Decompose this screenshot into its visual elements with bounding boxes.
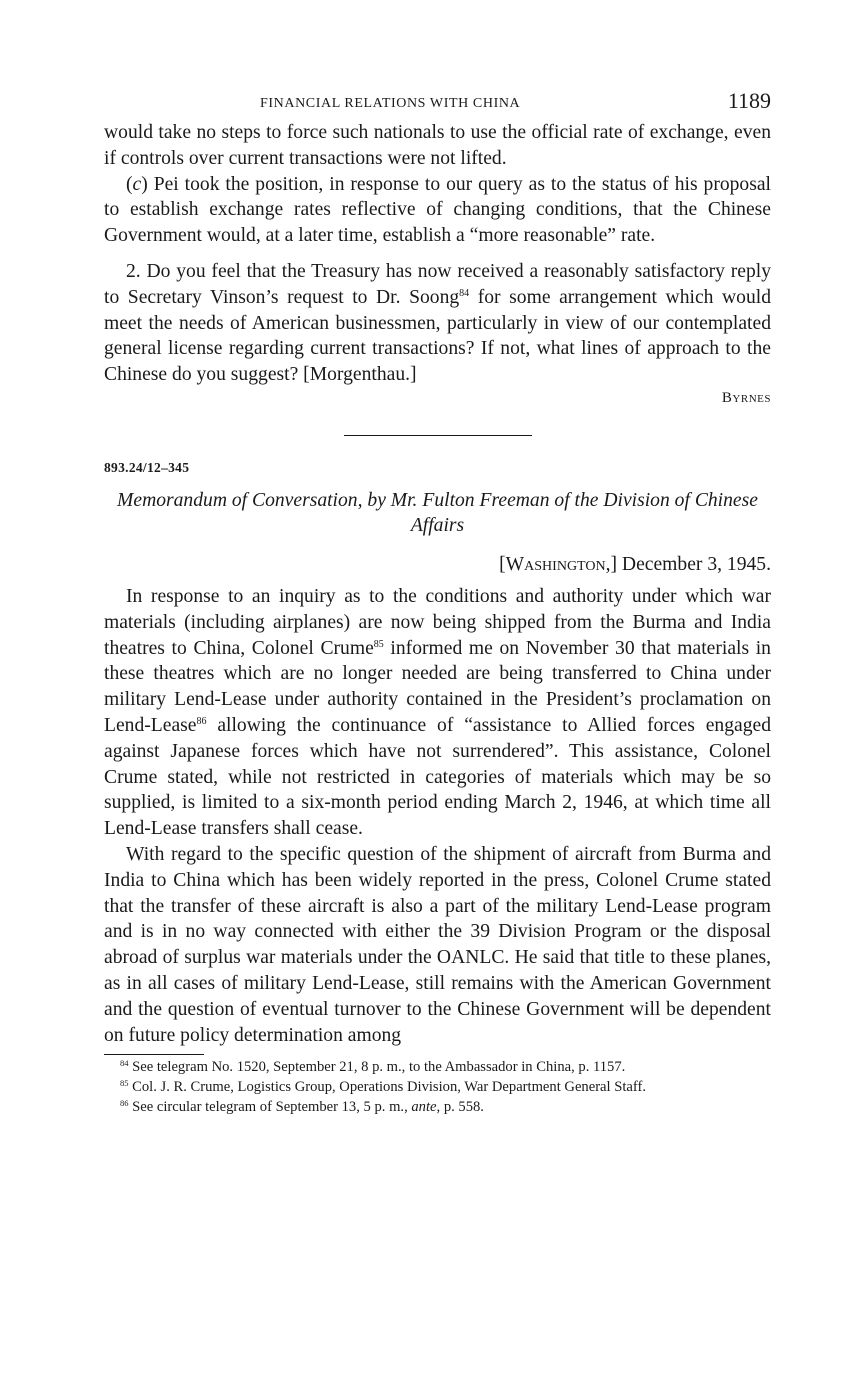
paragraph-c-label: c — [132, 173, 142, 195]
footnote-ref-85: 85 — [373, 638, 384, 650]
dateline-date: December 3, 1945. — [621, 553, 771, 575]
memo-title: Memorandum of Conversation, by Mr. Fulton Freeman of the Division of Chinese Affairs — [117, 489, 758, 536]
running-title: FINANCIAL RELATIONS WITH CHINA — [260, 96, 521, 111]
footnote-ante: ante — [411, 1098, 437, 1115]
memo-paragraph-2: With regard to the specific question of the shipment of aircraft from Burma and India to China which has been widely reported in the press, Colonel Crume stated that the transfer of these aircraft is also a part of the military Lend-Lease program and is in no way connected with either the 39 Division Program or the disposal abroad of surplus war materials under the OANLC. He said that title to these planes, as in all cases of military Lend-Lease, still remains with the American Government and the question of eventual turnover to the Chinese Government will be dependent on future policy determination among — [104, 843, 771, 1046]
dateline: [Washington,] December 3, 1945. — [499, 553, 771, 575]
footnote-rule — [104, 1054, 204, 1055]
running-head — [104, 88, 771, 120]
footnote-number: 84 — [120, 1058, 129, 1069]
memo-p1-text-b: informed me on November 30 that materials in these theatres which are no longer needed are being transferred to China under military Lend-Lease under authority contained in the President’s proclamation on Lend-Lease — [104, 637, 771, 736]
paragraph-2-text-a: 2. Do you feel that the Treasury has now received a reasonably satisfactory reply to Secretary Vinson’s request to Dr. Soong — [104, 260, 771, 308]
memo-paragraph-1 — [104, 584, 771, 842]
footnote-84 — [104, 1060, 771, 1075]
signature: Byrnes — [721, 389, 771, 406]
section-divider — [344, 435, 532, 436]
footnote-text: See telegram No. 1520, September 21, 8 p. m., to the Ambassador in China, p. 1157. — [128, 1059, 626, 1076]
memo-p1-text-c: allowing the continuance of “assistance to Allied forces engaged against Japanese forces which have not surrendered”. This assistance, Colonel Crume stated, while not restricted in categories of materials which may be so supplied, is limited to a six-month period ending March 2, 1946, at which time all Lend-Lease transfers shall cease. — [104, 714, 771, 840]
dateline-place: Washington, — [505, 553, 611, 575]
footnote-ref-86: 86 — [196, 715, 207, 727]
footnote-ref-84: 84 — [459, 287, 470, 299]
letter-paragraph-b-end: would take no steps to force such nationals to use the official rate of exchange, even if controls over current transactions were not lifted. — [104, 122, 771, 169]
footnote-86 — [104, 1097, 771, 1115]
footnote-85 — [104, 1080, 771, 1095]
footnote-text-a: See circular telegram of September 13, 5 p. m., — [128, 1098, 412, 1115]
footnote-text-b: , p. 558. — [436, 1098, 484, 1115]
footnote-number: 86 — [120, 1097, 129, 1108]
footnote-number: 85 — [120, 1078, 129, 1089]
letter-paragraph-2 — [104, 259, 771, 388]
letter-paragraph-c: (c) Pei took the position, in response to our query as to the status of his proposal to establish exchange rates reflective of changing conditions, that the Chinese Government would, at a later time, establish a “more reasonable” rate. — [104, 173, 771, 247]
paragraph-c-text: Pei took the position, in response to our query as to the status of his proposal to establish exchange rates reflective of changing conditions, that the Chinese Government would, at a later time, establish a “more reasonable” rate. — [104, 173, 771, 247]
memo-p1-text-a: In response to an inquiry as to the conditions and authority under which war materials (including airplanes) are now being shipped from the Burma and India theatres to China, Colonel Crume — [104, 585, 771, 659]
paragraph-2-text-b: for some arrangement which would meet the needs of American businessmen, particularly in view of our contemplated general license regarding current transactions? If not, what lines of approach to the Chinese do you suggest? [Morgenthau.] — [104, 286, 771, 386]
document-page — [104, 88, 771, 1115]
file-reference: 893.24/12–345 — [104, 459, 190, 475]
page-number: 1189 — [727, 88, 771, 113]
footnote-text: Col. J. R. Crume, Logistics Group, Operations Division, War Department General Staff. — [128, 1079, 646, 1096]
